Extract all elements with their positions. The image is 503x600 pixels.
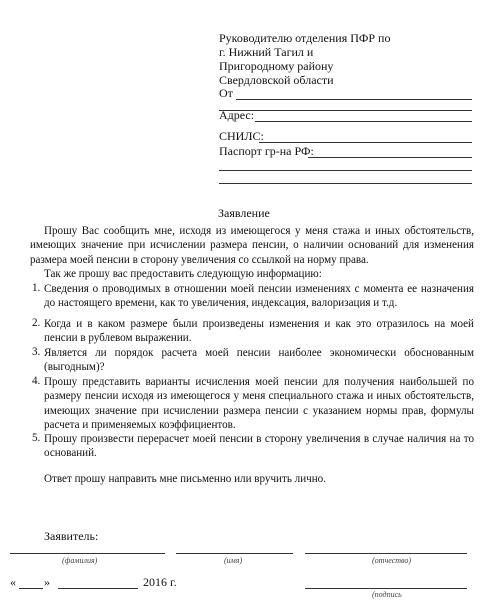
date-month-field[interactable] <box>58 588 138 589</box>
applicant-label: Заявитель: <box>44 529 99 543</box>
also-line: Так же прошу вас предоставить следующую информацию: <box>44 268 322 280</box>
passport-field-line[interactable] <box>308 157 472 158</box>
item-5-number: 5. <box>32 432 41 444</box>
passport-field-line-3[interactable] <box>219 183 472 184</box>
item-4-text: Прошу представить варианты исчисления моей пенсии для получения наибольшей по размеру пенсии исходя из имеющегося у меня специального стажа и иных обстоятельств, имеющих значение при исчислении размера пенсии с указанием нормы прав, формулы расчета и применяемых коэффициентов. <box>44 376 474 431</box>
surname-field-line[interactable] <box>10 553 165 554</box>
intro-paragraph: Прошу Вас сообщить мне, исходя из имеющегося у меня стажа и иных обстоятельств, имеющих значение при исчислении размера пенсии, о наличии оснований для изменения размера моей пенсии в сторону увеличения со ссылкой на норму права. <box>30 225 474 266</box>
snils-label: СНИЛС: <box>219 129 264 143</box>
item-3-text: Является ли порядок расчета моей пенсии наиболее экономически обоснованным (выгодным)? <box>44 347 474 374</box>
item-1-number: 1. <box>32 282 41 294</box>
address-label: Адрес: <box>219 108 255 122</box>
snils-field-line[interactable] <box>259 142 472 143</box>
date-open-quote: « <box>10 575 16 589</box>
item-2-number: 2. <box>32 317 41 329</box>
recipient-line-1: Руководителю отделения ПФР по <box>219 31 391 45</box>
date-close-quote: » <box>44 575 50 589</box>
item-4-number: 4. <box>32 375 41 387</box>
signature-caption: (подпись <box>372 590 402 599</box>
passport-label: Паспорт гр-на РФ: <box>219 144 314 158</box>
document-title: Заявление <box>218 206 270 220</box>
patronymic-field-line[interactable] <box>305 553 467 554</box>
item-2-text: Когда и в каком размере были произведены изменения и как это отразилось на моей пенсии в рублевом выражении. <box>44 318 474 345</box>
date-day-field[interactable] <box>19 588 43 589</box>
recipient-line-4: Свердловской области <box>219 73 334 87</box>
name-field-line[interactable] <box>176 553 293 554</box>
recipient-line-2: г. Нижний Тагил и <box>219 45 314 59</box>
name-caption: (имя) <box>224 556 243 565</box>
closing-line: Ответ прошу направить мне письменно или вручить лично. <box>44 473 326 485</box>
item-5-text: Прошу произвести перерасчет моей пенсии в сторону увеличения в случае наличия на то оснований. <box>44 433 474 460</box>
item-3-number: 3. <box>32 346 41 358</box>
date-year: 2016 г. <box>143 575 177 589</box>
passport-field-line-2[interactable] <box>219 170 472 171</box>
patronymic-caption: (отчество) <box>372 556 412 565</box>
from-field-line[interactable] <box>236 99 472 100</box>
from-label: От <box>219 86 233 100</box>
signature-field-line[interactable] <box>305 588 467 589</box>
address-field-line[interactable] <box>255 121 472 122</box>
recipient-line-3: Пригородному району <box>219 59 334 73</box>
item-1-text: Сведения о проводимых в отношении моей пенсии изменениях с момента ее назначения до настоящего времени, как то увеличения, индексация, валоризация и т.д. <box>44 283 474 310</box>
surname-caption: (фамилия) <box>62 556 98 565</box>
from-field-line-2[interactable] <box>219 110 472 111</box>
